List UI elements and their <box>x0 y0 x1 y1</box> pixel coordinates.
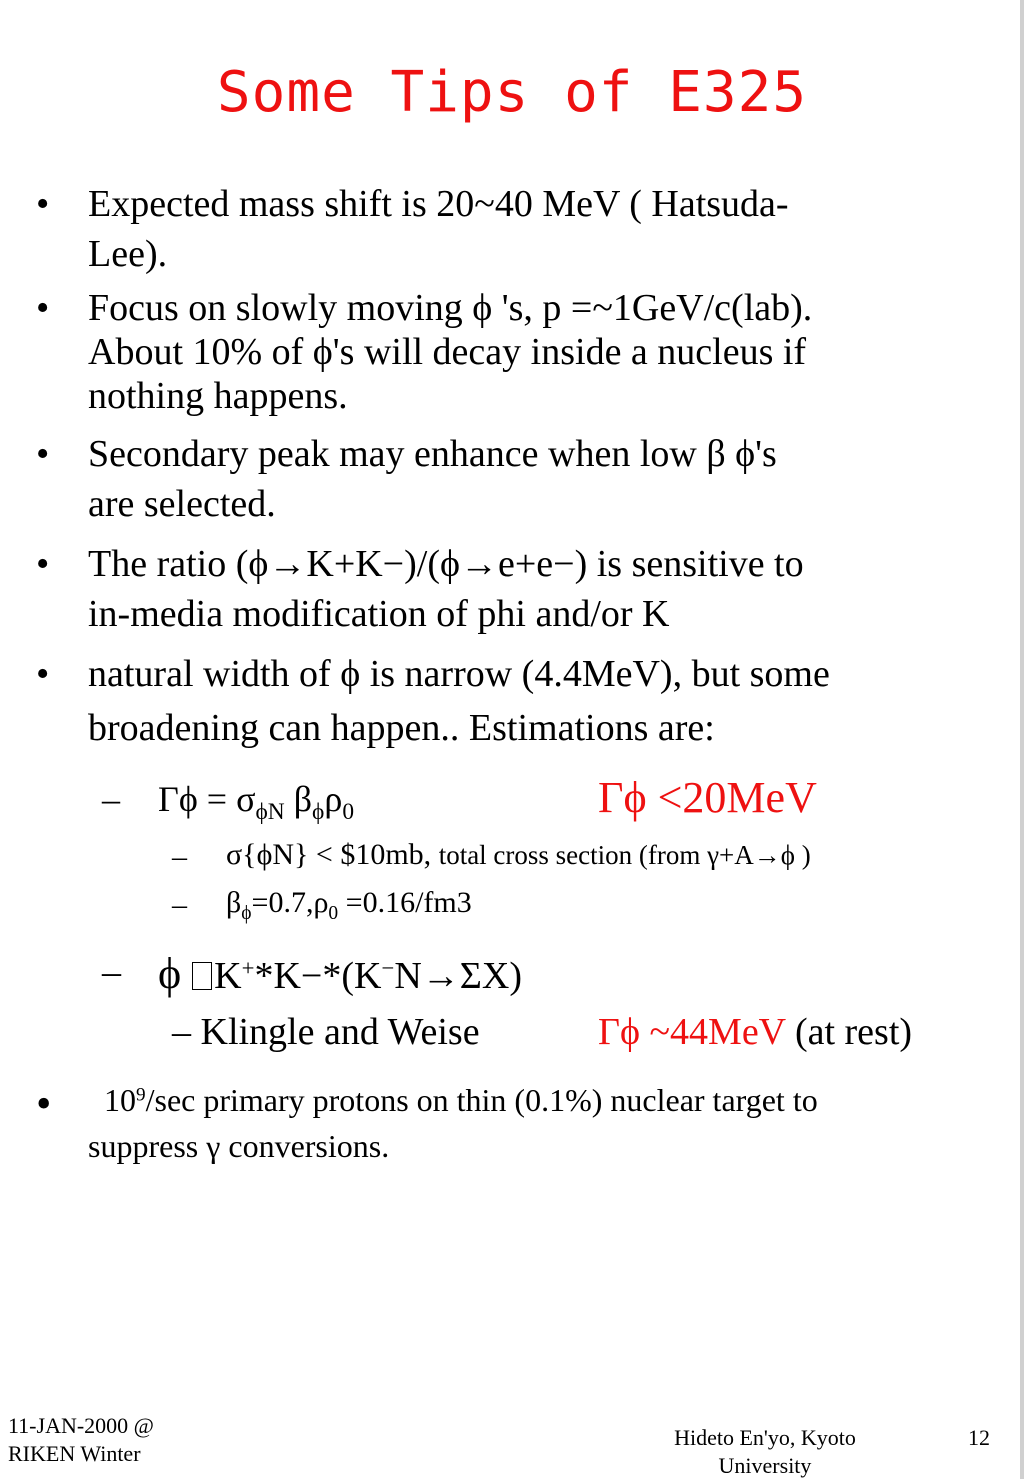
bullet-dot: • <box>36 433 50 475</box>
bullet-dot: • <box>36 287 50 329</box>
bullet-3-line-2: are selected. <box>88 483 276 525</box>
decay-rest-b: *K−*(K <box>254 955 382 997</box>
footer-date-line-1: 11-JAN-2000 @ <box>8 1413 154 1438</box>
bullet-2-line-3: nothing happens. <box>88 375 348 417</box>
klingle-line <box>172 1010 480 1054</box>
footer-date-line-2: RIKEN Winter <box>8 1441 141 1466</box>
bullet-1-line-1: Expected mass shift is 20~40 MeV ( Hatsuda- <box>88 183 789 225</box>
sub-sub-bullet-dash: – <box>172 888 187 921</box>
footer-date <box>8 1412 154 1468</box>
decay-phi: ϕ <box>158 949 193 998</box>
sub-bullet-dash: – <box>102 951 121 993</box>
decay-rest-c: N→ΣX) <box>394 955 522 997</box>
gamma-limit: Γϕ <20MeV <box>598 773 817 822</box>
bullet-4-line-1: The ratio (ϕ→K+K−)/(ϕ→e+e−) is sensitive to <box>88 543 804 585</box>
decay-sup: − <box>381 955 395 981</box>
bullet-5-line-2: broadening can happen.. Estimations are: <box>88 707 715 749</box>
bullet-dot: • <box>36 183 50 225</box>
slide-title: Some Tips of E325 <box>216 60 808 125</box>
bullet-2-line-2: About 10% of ϕ's will decay inside a nucleus if <box>88 331 807 373</box>
bullet-dot: • <box>36 653 50 695</box>
gamma-formula-rho: ρ <box>324 779 343 819</box>
decay-sup: + <box>241 955 255 981</box>
bullet-4-line-2: in-media modification of phi and/or K <box>88 593 670 635</box>
last-bullet-line-2: suppress γ conversions. <box>88 1128 390 1164</box>
beta-line-sub: 0 <box>328 902 339 924</box>
footer-author-line-1: Hideto En'yo, Kyoto <box>674 1425 856 1450</box>
bullet-3-line-1: Secondary peak may enhance when low β ϕ's <box>88 433 777 475</box>
gamma-formula-sub: ϕN <box>255 799 285 826</box>
gamma-formula <box>158 778 354 826</box>
beta-line-sub: ϕ <box>241 902 252 924</box>
gamma-formula-sub: ϕ <box>312 799 325 826</box>
klingle-text: – Klingle and Weise <box>172 1011 480 1053</box>
bullet-dot: • <box>36 543 50 585</box>
decay-line <box>158 948 522 999</box>
beta-line-a: β <box>226 886 242 919</box>
bullet-1-line-2: Lee). <box>88 233 168 275</box>
beta-line-c: =0.16/fm3 <box>338 886 472 919</box>
klingle-value: Γϕ ~44MeV <box>598 1011 786 1053</box>
last-base: 10 <box>104 1082 136 1118</box>
sigma-line-a: σ{ϕN} < $10mb, <box>226 838 439 871</box>
last-exp: 9 <box>136 1084 146 1106</box>
missing-glyph-icon <box>192 962 212 990</box>
beta-line <box>226 886 472 925</box>
sub-sub-bullet-dash: – <box>172 840 187 873</box>
footer-page-number: 12 <box>968 1425 990 1450</box>
sigma-line-b: total cross section (from γ+A→ϕ ) <box>438 840 811 870</box>
last-line-1-text: /sec primary protons on thin (0.1%) nuclear target to <box>145 1082 818 1118</box>
footer-author <box>620 1424 910 1480</box>
bullet-5-line-1: natural width of ϕ is narrow (4.4MeV), but some <box>88 653 830 695</box>
klingle-tail: (at rest) <box>785 1011 913 1053</box>
bullet-2-line-1: Focus on slowly moving ϕ 's, p =~1GeV/c(lab). <box>88 287 813 329</box>
klingle-value-line <box>598 1010 912 1054</box>
gamma-formula-sub: 0 <box>342 799 355 826</box>
beta-line-b: =0.7,ρ <box>251 886 329 919</box>
gamma-formula-main: Γϕ = σ <box>158 779 256 819</box>
bullet-dot: • <box>36 1079 52 1128</box>
slide-right-edge <box>1020 0 1024 1479</box>
sub-bullet-dash: – <box>102 779 120 819</box>
footer-author-line-2: University <box>718 1453 812 1478</box>
decay-rest-a: K <box>214 955 242 997</box>
sigma-line <box>226 838 811 872</box>
last-bullet-line-1 <box>104 1082 818 1119</box>
gamma-formula-beta: β <box>284 779 313 819</box>
